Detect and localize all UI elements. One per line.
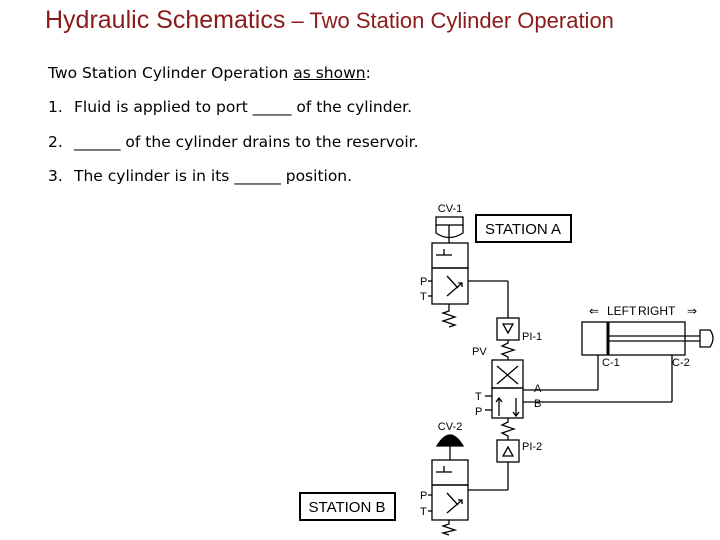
intro-lead: Two Station Cylinder Operation: [48, 64, 294, 82]
pi2-box: [497, 440, 519, 462]
title-sub: – Two Station Cylinder Operation: [285, 8, 614, 33]
cylinder-rod-end: [700, 330, 713, 347]
cv2-port-t: T: [420, 506, 427, 518]
c2-label: C-2: [672, 357, 690, 369]
right-label: RIGHT: [638, 304, 676, 318]
pv-valve: [468, 318, 672, 490]
question-number: 1.: [48, 98, 63, 116]
cv2-valve: [420, 421, 468, 535]
left-arrow: ⇐: [588, 304, 600, 318]
cv2-port-p: P: [420, 490, 428, 502]
pv-port-a: A: [534, 383, 542, 395]
cv2-palm-button: [437, 435, 463, 446]
intro-underlined: as shown: [293, 64, 366, 82]
cylinder-barrel: [582, 322, 685, 355]
station-a-label: STATION A: [484, 221, 562, 238]
cv2-label: CV-2: [437, 421, 463, 433]
left-label: LEFT: [607, 304, 637, 318]
intro-tail: :: [365, 64, 371, 82]
pi1-label: PI-1: [522, 331, 543, 343]
pi2-label: PI-2: [522, 441, 543, 453]
question-text: Fluid is applied to port _____ of the cylinder.: [74, 98, 412, 116]
question-text: ______ of the cylinder drains to the reservoir.: [74, 133, 419, 151]
cv1-spring: [443, 304, 455, 327]
pv-label: PV: [472, 346, 487, 358]
c1-label: C-1: [602, 357, 620, 369]
pi2-triangle: [503, 447, 513, 456]
station-b-label: STATION B: [308, 499, 386, 516]
question-number: 2.: [48, 133, 63, 151]
pi1-box: [497, 318, 519, 340]
question-number: 3.: [48, 167, 63, 185]
pv-port-t: T: [475, 391, 482, 403]
cv1-port-p: P: [420, 276, 428, 288]
pi1-triangle: [503, 324, 513, 333]
cv1-port-t: T: [420, 291, 427, 303]
pv-port-b: B: [534, 398, 542, 410]
pv-port-p: P: [475, 406, 483, 418]
question-text: The cylinder is in its ______ position.: [74, 167, 353, 185]
right-arrow: ⇒: [686, 304, 698, 318]
title-main: Hydraulic Schematics: [45, 6, 286, 34]
cv1-label: CV-1: [437, 203, 463, 215]
cylinder: [582, 304, 713, 402]
cv1-actuator-top: [436, 217, 463, 225]
